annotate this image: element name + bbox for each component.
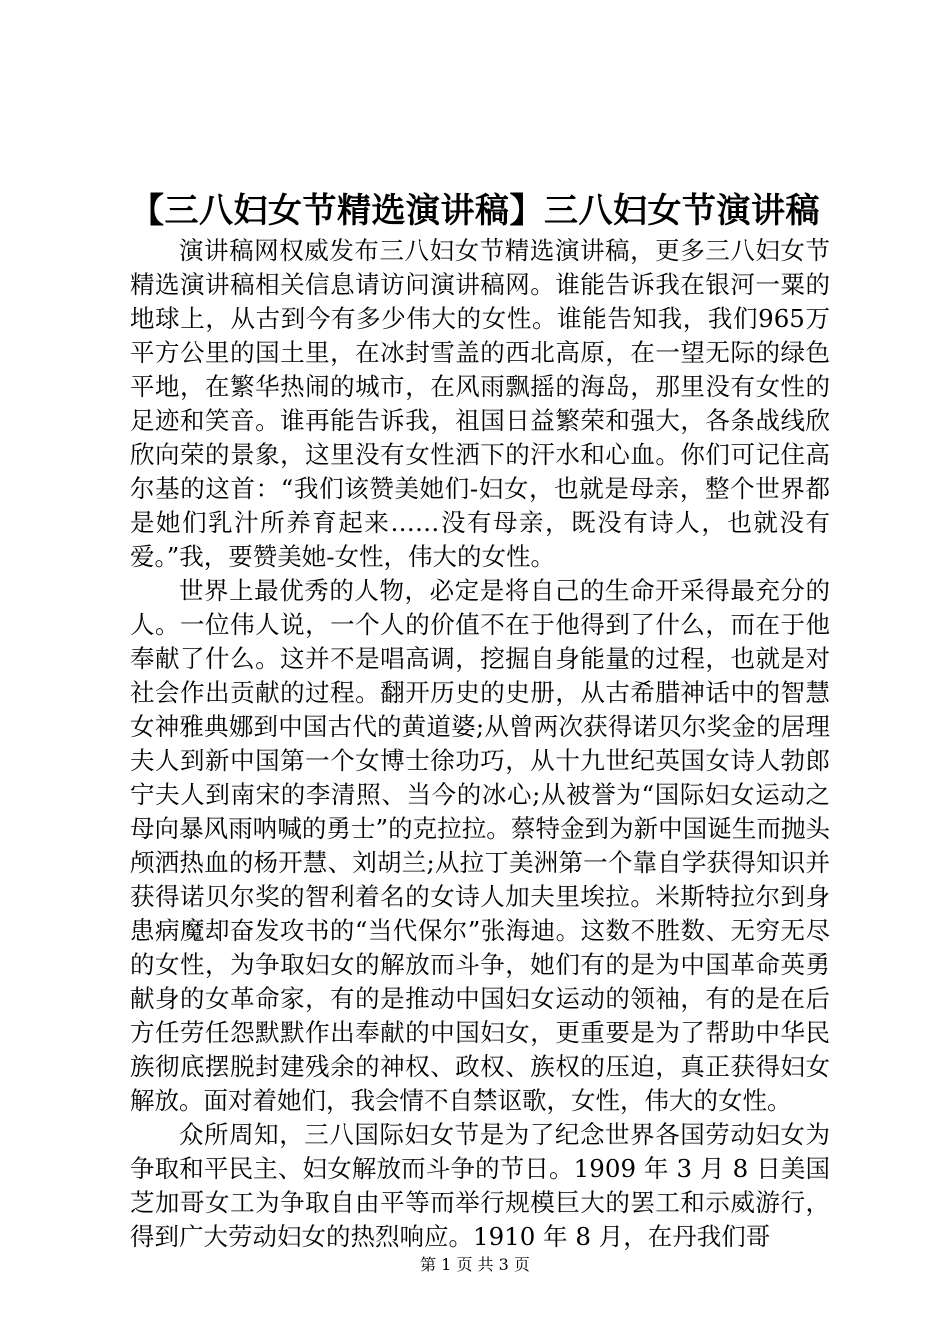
paragraph-2: 世界上最优秀的人物，必定是将自己的生命开采得最充分的人。一位伟人说，一个人的价值不在于他得到了什么，而在于他奉献了什么。这并不是唱高调，挖掘自身能量的过程，也就是对社会作出贡献的过程。翻开历史的史册，从古希腊神话中的智慧女神雅典娜到中国古代的黄道婆;从曾两次获得诺贝尔奖金的居理夫人到新中国第一个女博士徐功巧，从十九世纪英国女诗人勃郎宁夫人到南宋的李清照、当今的冰心;从被誉为“国际妇女运动之母向暴风雨呐喊的勇士”的克拉拉。蔡特金到为新中国诞生而抛头颅洒热血的杨开慧、刘胡兰;从拉丁美洲第一个靠自学获得知识并获得诺贝尔奖的智利着名的女诗人加夫里埃拉。米斯特拉尔到身患病魔却奋发攻书的“当代保尔”张海迪。这数不胜数、无穷无尽的女性，为争取妇女的解放而斗争，她们有的是为中国革命英勇献身的女革命家，有的是推动中国妇女运动的领袖，有的是在后方任劳任怨默默作出奉献的中国妇女，更重要是为了帮助中华民族彻底摆脱封建残余的神权、政权、族权的压迫，真正获得妇女解放。面对着她们，我会情不自禁讴歌，女性，伟大的女性。 <box>130 576 830 1115</box>
paragraph-1: 演讲稿网权威发布三八妇女节精选演讲稿，更多三八妇女节精选演讲稿相关信息请访问演讲稿网。谁能告诉我在银河一粟的地球上，从古到今有多少伟大的女性。谁能告知我，我们965万平方公里的国土里，在冰封雪盖的西北高原，在一望无际的绿色平地，在繁华热闹的城市，在风雨飘摇的海岛，那里没有女性的足迹和笑音。谁再能告诉我，祖国日益繁荣和强大，各条战线欣欣向荣的景象，这里没有女性洒下的汗水和心血。你们可记住高尔基的这首：“我们该赞美她们-妇女，也就是母亲，整个世界都是她们乳汁所养育起来……没有母亲，既没有诗人，也就没有爱。”我，要赞美她-女性，伟大的女性。 <box>130 236 830 571</box>
paragraph-3: 众所周知，三八国际妇女节是为了纪念世界各国劳动妇女为争取和平民主、妇女解放而斗争的节日。1909 年 3 月 8 日美国芝加哥女工为争取自由平等而举行规模巨大的罢工和示威游行，得到广大劳动妇女的热烈响应。1910 年 8 月，在丹我们哥 <box>130 1120 830 1251</box>
document-body <box>130 234 830 1254</box>
document-title: 【三八妇女节精选演讲稿】三八妇女节演讲稿 <box>130 191 820 231</box>
page-number-footer: 第 1 页 共 3 页 <box>420 1255 530 1274</box>
